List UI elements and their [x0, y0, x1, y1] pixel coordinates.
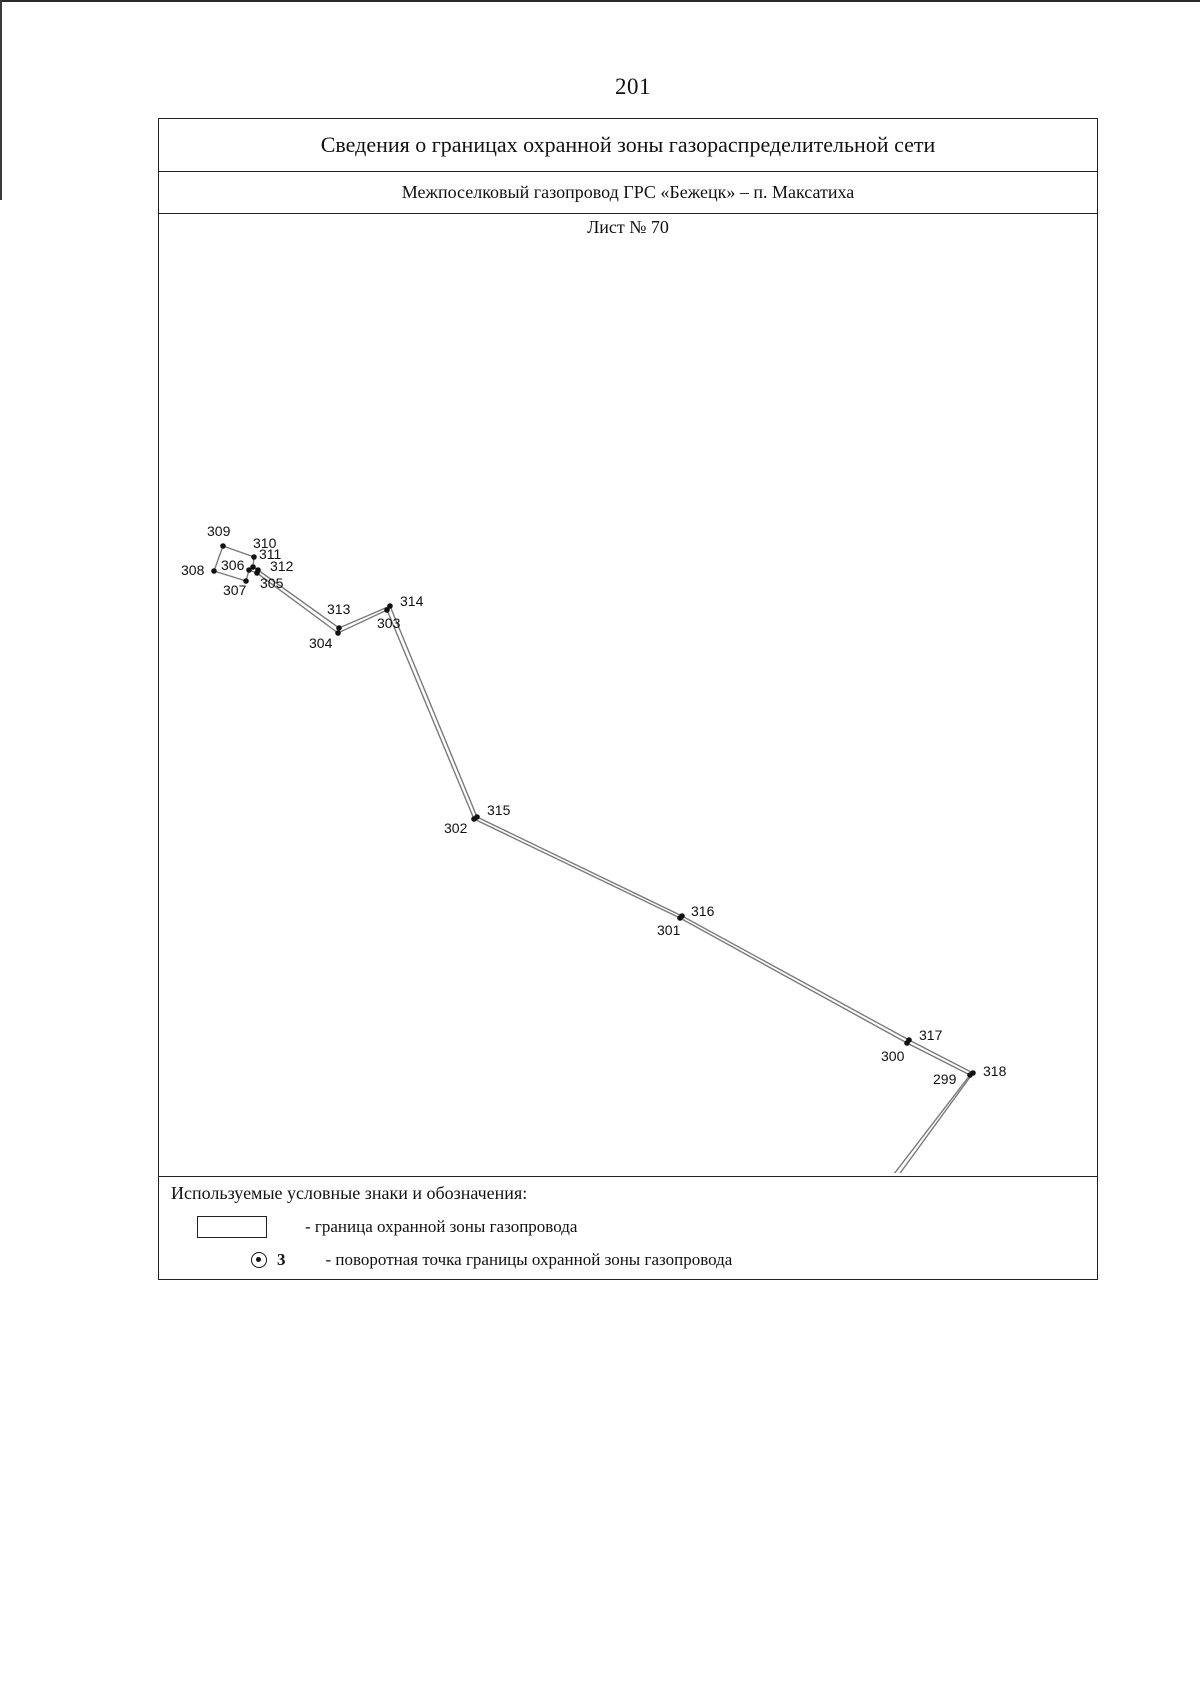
zone-boundary-line — [249, 570, 970, 1173]
turning-point-label: 301 — [657, 922, 681, 938]
turning-point-label: 309 — [207, 523, 231, 539]
turning-point-label: 317 — [919, 1027, 943, 1043]
turning-point-label: 299 — [933, 1071, 957, 1087]
turning-point-label: 303 — [377, 615, 401, 631]
turning-point-marker — [387, 603, 393, 609]
turning-point-label: 312 — [270, 558, 294, 574]
turning-point-label: 314 — [400, 593, 424, 609]
turning-point-label: 306 — [221, 557, 245, 573]
turning-point-marker — [906, 1037, 912, 1043]
turning-point-text: - поворотная точка границы охранной зоны газопровода — [325, 1250, 733, 1269]
turning-point-label: 308 — [181, 562, 205, 578]
turning-point-label: 311 — [259, 546, 282, 562]
scan-edge-top — [0, 0, 1200, 2]
turning-point-marker — [679, 913, 685, 919]
zone-boundary-symbol — [197, 1216, 267, 1238]
legend-title: Используемые условные знаки и обозначения: — [171, 1183, 528, 1203]
map-sheet — [158, 118, 1098, 1280]
turning-point-marker — [250, 564, 256, 570]
turning-point-label: 318 — [983, 1063, 1007, 1079]
turning-point-label: 300 — [881, 1048, 905, 1064]
turning-point-marker — [255, 567, 261, 573]
pipeline-map — [159, 213, 1097, 1173]
turning-point-marker — [251, 554, 257, 560]
zone-boundary-text: - граница охранной зоны газопровода — [305, 1217, 578, 1236]
turning-point-marker — [970, 1070, 976, 1076]
turning-point-label: 310 — [253, 535, 277, 551]
turning-point-marker — [335, 630, 341, 636]
turning-point-symbol — [251, 1250, 286, 1270]
turning-point-marker — [211, 568, 217, 574]
turning-point-label: 302 — [444, 820, 468, 836]
turning-point-label: 305 — [260, 575, 284, 591]
turning-point-label: 304 — [309, 635, 333, 651]
turning-point-label: 316 — [691, 903, 715, 919]
turning-point-label: 315 — [487, 802, 511, 818]
legend-zone-boundary — [197, 1215, 577, 1239]
sheet-number: Лист № 70 — [587, 217, 669, 237]
turning-point-label: 307 — [223, 582, 247, 598]
turning-point-marker — [220, 543, 226, 549]
map-area — [159, 213, 1097, 1173]
dot-circle-icon — [251, 1252, 267, 1268]
legend-turning-point — [251, 1248, 732, 1272]
turning-point-marker — [474, 814, 480, 820]
pipeline-name: Межпоселковый газопровод ГРС «Бежецк» – п. Максатиха — [159, 171, 1097, 214]
scan-edge-left — [0, 0, 2, 200]
legend — [159, 1176, 1097, 1279]
page-number: 201 — [615, 74, 651, 99]
turning-point-example-number: 3 — [277, 1250, 286, 1269]
turning-point-label: 313 — [327, 601, 351, 617]
document-title: Сведения о границах охранной зоны газораспределительной сети — [159, 119, 1097, 172]
turning-point-marker — [336, 625, 342, 631]
